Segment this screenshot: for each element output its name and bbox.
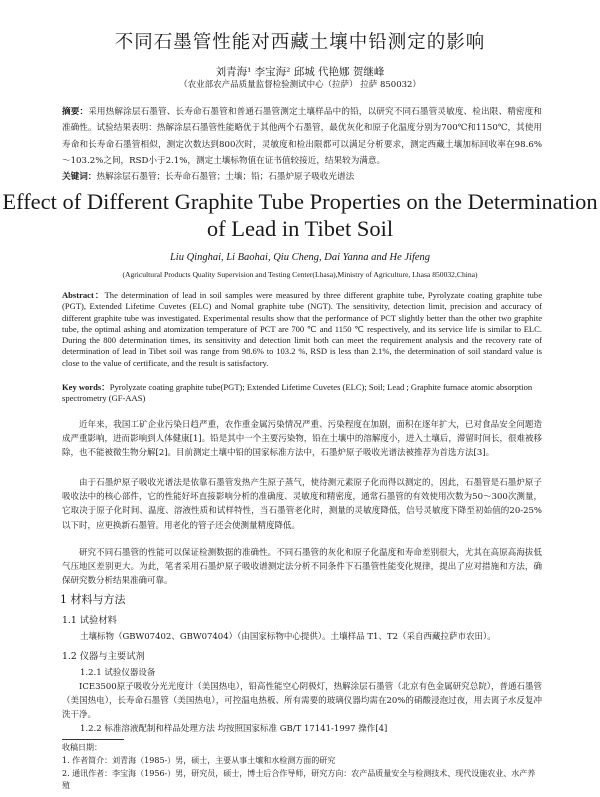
intro-paragraph-1: 近年来，我国工矿企业污染日趋严重，农作重金属污染情况严重、污染程度在加剧，面积在逐年扩大，已对食品安全问题造成严重影响，进而影响到人体健康[1]。铅是其中一个主要污染物，铅在土壤中的溶解度小，进入土壤后，滞留时间长，很难被移除，也不能被微生物分解[2]。目前测定土壤中铅的国家标准方法中，石墨炉原子吸收光谱法被推荐为首选方法[3]。 — [62, 420, 542, 459]
english-abstract — [62, 290, 542, 369]
subsection-heading-materials: 1.1 试验材料 — [62, 615, 117, 626]
chinese-keywords — [62, 170, 542, 182]
equipment-paragraph: ICE3500原子吸收分光光度计（美国热电），铅高性能空心阴极灯，热解涂层石墨管（北京有色金属研究总院），普通石墨管（美国热电），长寿命石墨管（美国热电），可控温电热板、所有需要的玻璃仪器均需在20%的硝酸浸泡过夜，用去离子水反复冲洗干净。 — [62, 682, 542, 721]
english-title-line1: Effect of Different Graphite Tube Properties on the Determination — [2, 189, 598, 214]
footnote-author-bio: 1. 作者简介：刘青海（1985-）男，硕士，主要从事土壤和水检测方面的研究 — [62, 756, 336, 765]
chinese-title: 不同石墨管性能对西藏土壤中铅测定的影响 — [114, 32, 486, 53]
english-affiliation: (Agricultural Products Quality Supervision and Testing Center(Lhasa),Ministry of Agriculture, Lhasa 850032,China) — [122, 270, 478, 279]
chinese-keywords-label: 关键词： — [62, 172, 97, 182]
english-abstract-text: The determination of lead in soil samples were measured by three different graphite tube, Pyrolyzate coating graphite tube (PGT), Extended Lifetime Cuvetes (ELC) and Nomal graphite tube (NGT). The sensitivity, detection limit, precision and accuracy of different graphite tube was investigated. Experimental results show that the performance of PCT slightly better than the other two graphite tube, the optimal ashing and atomization temperature of PCT are 700 ℃ and 1150 ℃ respectively, and its service life is similar to ELC. During the 800 determination times, its sensitivity and detection limit both can meet the requirement analysis and the recovery rate of determination of lead in Tibet soil was range from 98.6% to 103.2 %, RSD is less than 2.1%, the determination of soil standard value is close to the value of certificate, and the result is satisfactory. — [62, 290, 542, 368]
chinese-keywords-text: 热解涂层石墨管；长寿命石墨管；土壤；铅；石墨炉原子吸收光谱法 — [96, 172, 355, 182]
subsection-heading-instruments: 1.2 仪器与主要试剂 — [62, 651, 145, 662]
english-keywords-text: Pyrolyzate coating graphite tube(PGT); Extended Lifetime Cuvetes (ELC); Soil; Lead ; Graphite furnace atomic absorption spectrometry (GF-AAS) — [62, 382, 533, 404]
materials-line: 土壤标物（GBW07402、GBW07404）（由国家标物中心提供）。土壤样品 T1、T2（采自西藏拉萨市农田）。 — [80, 632, 496, 642]
intro-paragraph-3: 研究不同石墨管的性能可以保证检测数据的准确性。不同石墨管的灰化和原子化温度和寿命差别很大，尤其在高原高海拔低气压地区差别更大。为此，笔者采用石墨炉原子吸收谱测定法分析不同条件下石墨管性能变化规律，提出了应对措施和方法，确保研究数分析结果准确可靠。 — [62, 548, 542, 587]
chinese-affiliation: （农业部农产品质量监督检验测试中心（拉萨） 拉萨 850032） — [179, 80, 421, 90]
english-abstract-label: Abstract： — [62, 290, 105, 300]
section-heading-materials-methods: 1 材料与方法 — [60, 593, 126, 606]
english-title — [0, 188, 600, 242]
footnote-rule — [62, 739, 124, 740]
chinese-abstract — [62, 104, 542, 170]
subsubsection-heading-equipment: 1.2.1 试验仪器设备 — [80, 668, 156, 678]
english-keywords-label: Key words： — [62, 382, 110, 392]
intro-paragraph-2: 由于石墨炉原子吸收光谱法是依靠石墨管发热产生原子蒸气，使待测元素原子化而得以测定的，因此，石墨管是石墨炉原子吸收法中的核心部件，它的性能好坏直接影响分析的准确度、灵敏度和精密度，通常石墨管的有效使用次数为50～300次测量，它取决于原子化时间、温度、溶液性质和试样特性，当石墨管老化时，测量的灵敏度降低，信号灵敏度下降至初始值的20-25%以下时，应更换新石墨管。用老化的管子还会使测量精度降低。 — [62, 478, 542, 531]
english-keywords — [62, 382, 542, 405]
chinese-abstract-label: 摘要： — [62, 107, 89, 117]
english-authors: Liu Qinghai, Li Baohai, Qiu Cheng, Dai Yanna and He Jifeng — [169, 252, 431, 263]
english-title-line2: of Lead in Tibet Soil — [206, 216, 394, 241]
chinese-authors: 刘青海¹ 李宝海² 邱城 代艳娜 贺继峰 — [215, 66, 385, 78]
footnote-received: 收稿日期： — [62, 743, 102, 752]
chinese-abstract-text: 采用热解涂层石墨管、长寿命石墨管和普通石墨管测定土壤样品中的铅，以研究不同石墨管灵敏度、检出限、精密度和准确性。试验结果表明：热解涂层石墨管性能略优于其他两个石墨管，最优灰化和原子化温度分别为700℃和1150℃，其使用寿命和长寿命石墨管相似，测定次数达到800次时，灵敏度和检出限都可以满足分析要求，测定西藏土壤加标回收率在98.6%～103.2%之间，RSD小于2.1%，测定土壤标物值在证书值较接近，结果较为满意。 — [62, 107, 542, 167]
subsubsection-heading-standard-solution: 1.2.2 标准溶液配制和样品处理方法 均按照国家标准 GB/T 17141-1997 操作[4] — [80, 724, 388, 734]
footnote-corresponding-author: 2. 通讯作者：李宝海（1956-）男，研究员，硕士，博士后合作导师，研究方向：农产品质量安全与检测技术、现代设施农业、水产养殖 — [62, 769, 536, 790]
